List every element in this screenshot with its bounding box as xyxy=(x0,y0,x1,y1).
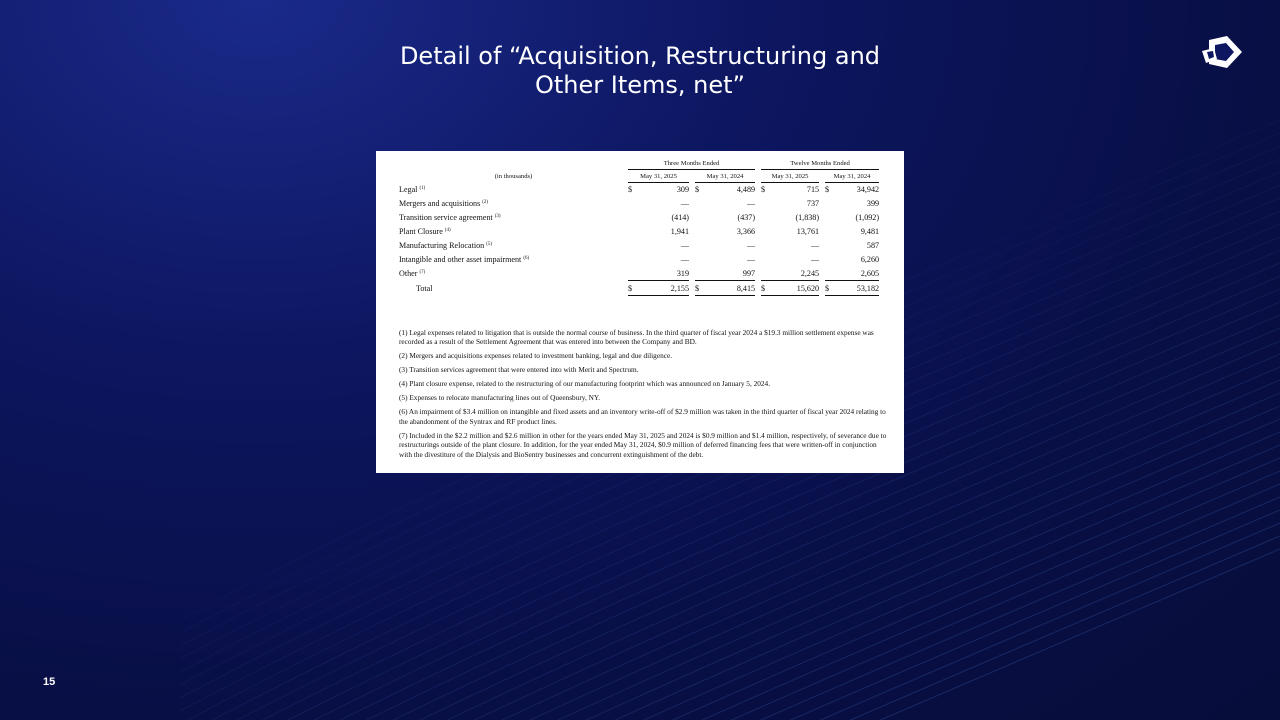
row-label: Other $^{(7)}$ xyxy=(399,269,426,279)
column-header-row xyxy=(399,170,879,183)
units-label: (in thousands) xyxy=(494,172,533,180)
table-row xyxy=(399,266,879,280)
slide-title-line-1: Detail of “Acquisition, Restructuring and xyxy=(399,42,881,70)
group-header-row xyxy=(399,157,879,170)
table-row xyxy=(399,211,879,225)
footnote-ref: (6) xyxy=(523,255,530,261)
footnote: (5) Expenses to relocate manufacturing lines out of Queensbury, NY. xyxy=(399,393,601,403)
cell-value: (1,838) xyxy=(795,213,820,223)
cell-value: 9,481 xyxy=(860,227,880,237)
financial-table-image xyxy=(376,151,904,473)
footnote-ref: (2) xyxy=(482,200,489,206)
group-header-three-months: Three Months Ended xyxy=(628,157,755,170)
cell-value: 319 xyxy=(637,266,689,280)
group-header-twelve-months: Twelve Months Ended xyxy=(761,157,879,170)
cell-value: — xyxy=(680,199,689,209)
footnote: (2) Mergers and acquisitions expenses related to investment banking, legal and due diligence. xyxy=(399,351,673,361)
total-label: Total xyxy=(416,283,433,293)
brand-logo-icon xyxy=(1200,32,1246,72)
currency-symbol: $ xyxy=(628,281,637,296)
cell-value: (437) xyxy=(737,213,756,223)
wave-line xyxy=(180,471,1280,720)
table-row xyxy=(399,225,879,239)
cell-value: — xyxy=(746,241,756,250)
total-value: 2,155 xyxy=(637,281,689,296)
cell-value: — xyxy=(746,254,756,264)
total-value: 53,182 xyxy=(833,281,879,296)
currency-symbol: $ xyxy=(761,281,769,296)
footnote-ref: (5) xyxy=(486,242,493,247)
total-value: 15,620 xyxy=(769,281,819,296)
column-header: May 31, 2025 xyxy=(761,170,819,183)
footnote: (7) Included in the $2.2 million and $2.6 million in other for the years ended May 31, 2025 and 2024 is $0.9 million and $1.4 million, respectively, of severance due to restructurings outside of the plant closure. In addition, for the year ended May 31, 2024, $0.9 million of deferred financing fees that were written-off in conjunction with the divestiture of the Dialysis and BioSentry businesses and concurrent extinguishment of the debt. xyxy=(399,430,887,459)
table-row xyxy=(399,252,879,266)
footnotes xyxy=(399,328,889,464)
cell-value: 399 xyxy=(866,199,880,209)
wave-line xyxy=(180,484,1280,720)
currency-symbol: $ xyxy=(761,185,766,195)
footnote: (6) An impairment of $3.4 million on intangible and fixed assets and an inventory write-off of $2.9 million was taken in the third quarter of fiscal year 2024 relating to the abandonment of the Syntrax and RF product lines. xyxy=(399,407,886,426)
currency-symbol: $ xyxy=(628,185,633,195)
footnote-ref: (3) xyxy=(494,214,501,220)
footnote-ref: (7) xyxy=(419,270,426,276)
footnote: (1) Legal expenses related to litigation that is outside the normal course of business. In the third quarter of fiscal year 2024 a $19.3 million settlement expense was recorded as a result of the Settlement Agreement that was entered into between the Company and BD. xyxy=(399,328,874,347)
page-number: 15 xyxy=(43,676,56,688)
column-header: May 31, 2025 xyxy=(628,170,689,183)
table-row xyxy=(399,183,879,197)
footnote: (4) Plant closure expense, related to the restructuring of our manufacturing footprint which was announced on January 5, 2024. xyxy=(399,379,771,389)
table-row xyxy=(399,239,879,253)
cell-value: 587 xyxy=(866,241,880,250)
slide-title xyxy=(340,42,940,100)
wave-line xyxy=(180,536,1280,720)
currency-symbol: $ xyxy=(825,281,833,296)
slide-title-line-2: Other Items, net” xyxy=(535,71,745,99)
wave-line xyxy=(180,523,1280,720)
cell-value: — xyxy=(810,254,820,264)
total-row xyxy=(399,281,879,296)
row-label: Intangible and other asset impairment $^{(6)}$ xyxy=(399,254,530,264)
cell-value: 13,761 xyxy=(796,227,820,237)
cell-value: 34,942 xyxy=(856,185,880,195)
table-row xyxy=(399,197,879,211)
cell-value: — xyxy=(810,241,820,250)
cell-value: 715 xyxy=(806,185,820,195)
column-header: May 31, 2024 xyxy=(695,170,755,183)
wave-line xyxy=(180,432,1280,720)
cell-value: — xyxy=(680,241,689,250)
cell-value: 2,605 xyxy=(833,266,879,280)
cell-value: (1,092) xyxy=(855,213,880,223)
cell-value: — xyxy=(680,254,689,264)
currency-symbol: $ xyxy=(825,185,830,195)
footnote: (3) Transition services agreement that were entered into with Merit and Spectrum. xyxy=(399,365,639,375)
cell-value: 6,260 xyxy=(860,254,880,264)
cell-value: 4,489 xyxy=(736,185,756,195)
footnote-ref: (4) xyxy=(444,228,451,234)
cell-value: 737 xyxy=(806,199,820,209)
row-label: Plant Closure $^{(4)}$ xyxy=(399,227,451,237)
row-label: Mergers and acquisitions $^{(2)}$ xyxy=(399,199,489,209)
cell-value: (414) xyxy=(671,213,689,223)
wave-line xyxy=(180,458,1280,720)
total-value: 8,415 xyxy=(703,281,755,296)
currency-symbol: $ xyxy=(695,185,700,195)
cell-value: 3,366 xyxy=(736,227,756,237)
footnote-ref: (1) xyxy=(419,186,426,192)
wave-line xyxy=(180,497,1280,720)
currency-symbol: $ xyxy=(695,281,703,296)
cell-value: 997 xyxy=(703,266,755,280)
row-label: Manufacturing Relocation $^{(5)}$ xyxy=(399,241,493,250)
cell-value: — xyxy=(746,199,756,209)
cell-value: 309 xyxy=(676,185,689,195)
acquisition-items-table xyxy=(399,157,879,296)
column-header: May 31, 2024 xyxy=(825,170,879,183)
row-label: Legal $^{(1)}$ xyxy=(399,185,426,195)
cell-value: 2,245 xyxy=(769,266,819,280)
cell-value: 1,941 xyxy=(670,227,689,237)
row-label: Transition service agreement $^{(3)}$ xyxy=(399,213,501,223)
